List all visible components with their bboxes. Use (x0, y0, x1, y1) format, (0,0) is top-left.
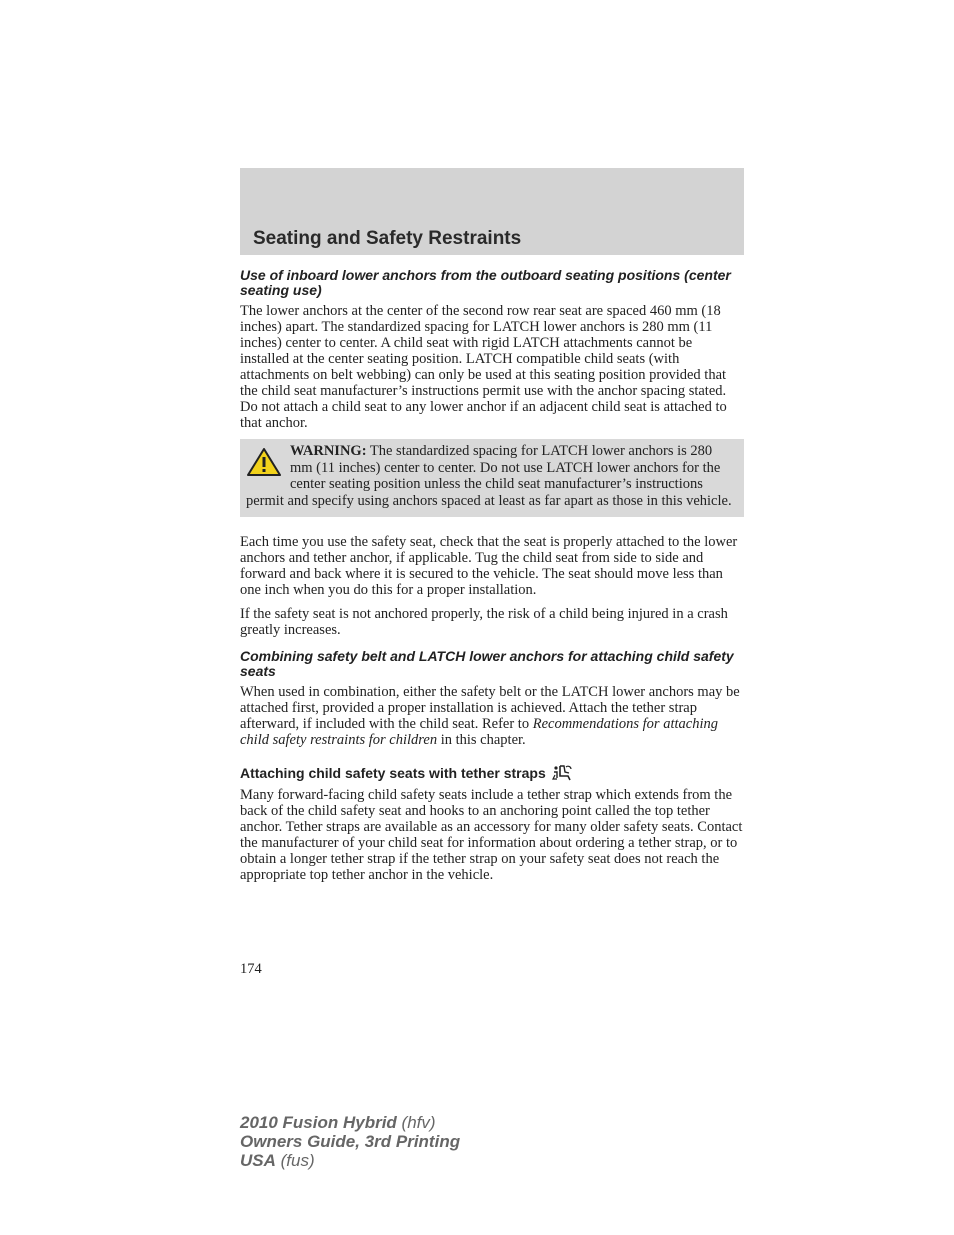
section3-heading-text: Attaching child safety seats with tether straps (240, 765, 546, 781)
section2-body (240, 684, 744, 748)
page-number: 174 (240, 961, 262, 977)
warning-triangle-icon (246, 447, 282, 477)
footer-printing: Owners Guide, 3rd Printing (240, 1132, 461, 1151)
section3-heading (240, 764, 744, 782)
footer-model-code: (hfv) (396, 1113, 436, 1132)
warning-box (240, 439, 744, 517)
warning-text: The standardized spacing for LATCH lower anchors is 280 mm (11 inches) center to center. Do not use LATCH lower anchors for the center seating position unless the child seat manufacturer’s instructions permit and specify using anchors spaced at least as far apart as those in this vehicle. (246, 443, 732, 509)
section-title: Seating and Safety Restraints (253, 228, 522, 249)
child-seat-tether-icon (551, 764, 573, 782)
section3-body: Many forward-facing child safety seats include a tether strap which extends from the back of the child safety seat and hooks to an anchoring point called the top tether anchor. Tether straps are available as an accessory for many older safety seats. Contact the manufacturer of your child seat for information about ordering a tether strap, or to obtain a longer tether strap if the tether strap on your safety seat does not reach the appropriate top tether anchor in the vehicle. (240, 787, 743, 883)
paragraph-tug-check: Each time you use the safety seat, check that the seat is properly attached to the lower anchors and tether anchor, if applicable. Tug the child seat from side to side and forward and back where it is secured to the vehicle. The seat should move less than one inch when you do this for a proper installation. (240, 534, 738, 598)
footer-line-1 (240, 1113, 460, 1132)
footer-market: USA (240, 1151, 276, 1170)
footer-model: 2010 Fusion Hybrid (240, 1113, 397, 1132)
footer-line-3 (240, 1151, 460, 1170)
section1-heading: Use of inboard lower anchors from the outboard seating positions (center seating use) (240, 267, 731, 298)
warning-label: WARNING: (290, 443, 367, 459)
section2-body-start: When used in combination, either the safety belt or the LATCH lower anchors may be attached first, provided a proper installation is achieved. Attach the tether strap afterward, if included with the child seat. Refer to (240, 684, 740, 732)
page-content (240, 268, 744, 891)
paragraph-risk: If the safety seat is not anchored properly, the risk of a child being injured in a crash greatly increases. (240, 606, 728, 638)
footer-market-code: (fus) (275, 1151, 315, 1170)
section2-heading: Combining safety belt and LATCH lower anchors for attaching child safety seats (240, 648, 734, 679)
document-footer (240, 1113, 460, 1170)
section2-body-reference: Recommendations for attaching child safety restraints for children (240, 716, 718, 748)
section1-body: The lower anchors at the center of the second row rear seat are spaced 460 mm (18 inches) apart. The standardized spacing for LATCH lower anchors is 280 mm (11 inches) center to center. A child seat with rigid LATCH attachments cannot be installed at the center seating position. LATCH compatible child seats (with attachments on belt webbing) can only be used at this seating position provided that the child seat manufacturer’s instructions permit use with the anchor spacing stated. Do not attach a child seat to any lower anchor if an adjacent child seat is attached to that anchor. (240, 303, 727, 431)
footer-line-2 (240, 1132, 460, 1151)
section2-body-end: in this chapter. (437, 732, 526, 748)
